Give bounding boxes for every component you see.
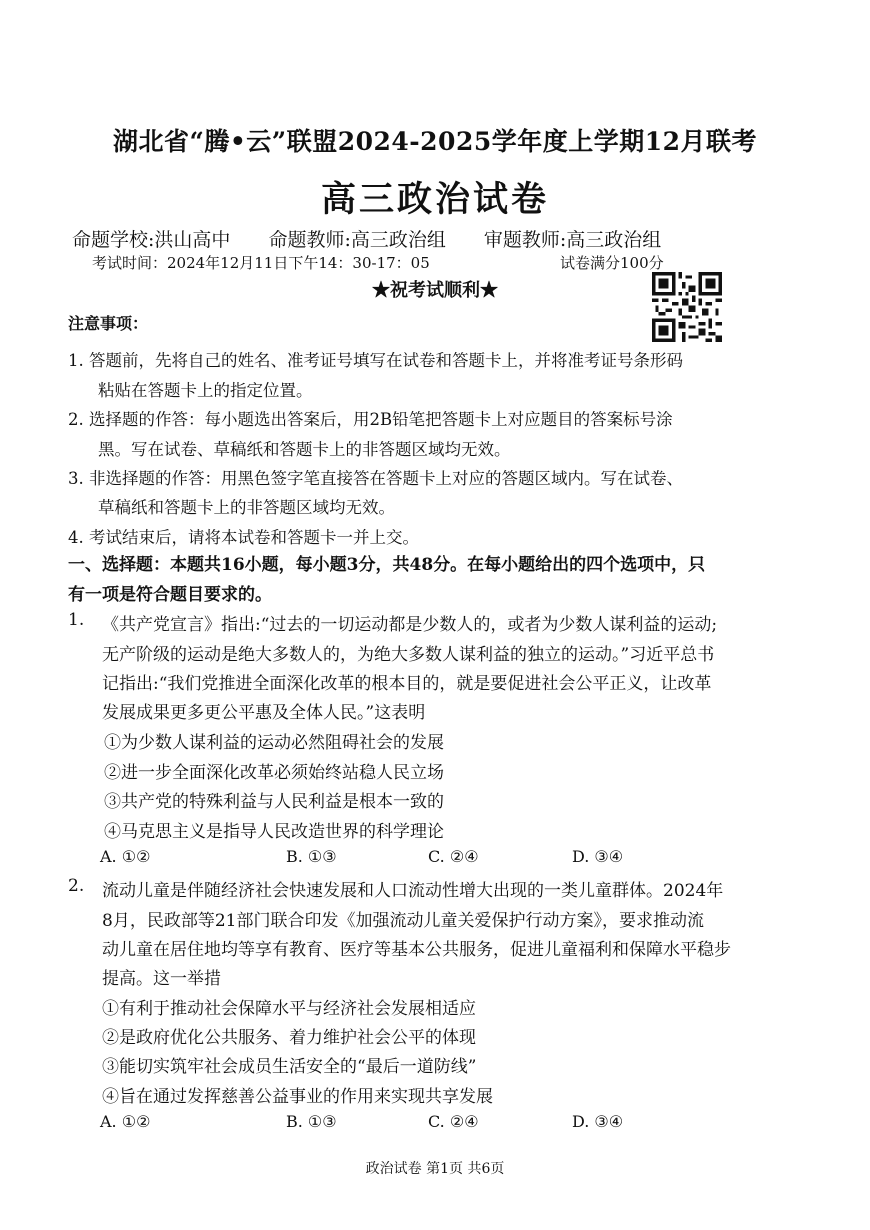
note-3-line-2: 草稿纸和答题卡上的非答题区域均无效。 <box>98 498 395 517</box>
question-1-stem-line: 记指出:“我们党推进全面深化改革的根本目的，就是要促进社会公平正义，让改革 <box>102 674 712 694</box>
question-2-number: 2. <box>68 876 85 896</box>
full-score: 试卷满分100分 <box>560 254 664 272</box>
question-2-stem-line: 流动儿童是伴随经济社会快速发展和人口流动性增大出现的一类儿童群体。2024年 <box>102 881 724 901</box>
question-1-stem-line: 《共产党宣言》指出:“过去的一切运动都是少数人的，或者为少数人谋利益的运动; <box>102 615 718 635</box>
note-1-line-2: 粘贴在答题卡上的指定位置。 <box>98 381 313 400</box>
wish-text: ★祝考试顺利★ <box>372 280 498 301</box>
question-2-option: ④旨在通过发挥慈善公益事业的作用来实现共享发展 <box>102 1087 493 1107</box>
notes-heading: 注意事项： <box>68 314 149 333</box>
question-1-choice-b: B. ①③ <box>286 847 337 866</box>
question-2-choice-d: D. ③④ <box>572 1112 624 1131</box>
question-2-stem-line: 8月，民政部等21部门联合印发《加强流动儿童关爱保护行动方案》，要求推动流 <box>102 911 704 931</box>
school-label: 命题学校:洪山高中 <box>72 229 231 251</box>
section-1-line-1: 一、选择题：本题共16小题，每小题3分，共48分。在每小题给出的四个选项中，只 <box>68 555 706 575</box>
question-2-choice-a: A. ①② <box>100 1112 151 1131</box>
question-2-choice-c: C. ②④ <box>428 1112 479 1131</box>
question-1-choice-a: A. ①② <box>100 847 151 866</box>
question-2-option: ①有利于推动社会保障水平与经济社会发展相适应 <box>102 999 476 1019</box>
question-2-option: ③能切实筑牢社会成员生活安全的“最后一道防线” <box>102 1057 477 1077</box>
question-1-number: 1. <box>68 610 85 630</box>
question-1-option: ①为少数人谋利益的运动必然阻碍社会的发展 <box>104 733 444 753</box>
question-1-option: ④马克思主义是指导人民改造世界的科学理论 <box>104 822 444 842</box>
exam-title: 湖北省“腾•云”联盟2024-2025学年度上学期12月联考 <box>112 127 758 156</box>
note-1-line-1: 1. 答题前，先将自己的姓名、准考证号填写在试卷和答题卡上，并将准考证号条形码 <box>68 351 683 370</box>
question-2-stem-line: 提高。这一举措 <box>102 969 221 989</box>
question-1-stem-line: 发展成果更多更公平惠及全体人民。”这表明 <box>102 703 426 723</box>
question-2-stem-line: 动儿童在居住地均等享有教育、医疗等基本公共服务，促进儿童福利和保障水平稳步 <box>102 940 731 960</box>
note-3-line-1: 3. 非选择题的作答：用黑色签字笔直接答在答题卡上对应的答题区域内。写在试卷、 <box>68 469 683 488</box>
qr-code-icon <box>652 272 722 342</box>
question-1-option: ③共产党的特殊利益与人民利益是根本一致的 <box>104 792 444 812</box>
question-1-option: ②进一步全面深化改革必须始终站稳人民立场 <box>104 763 444 783</box>
page-footer: 政治试卷 第1页 共6页 <box>365 1161 505 1177</box>
exam-time: 考试时间：2024年12月11日下午14：30-17：05 <box>92 254 430 272</box>
meta-row <box>72 225 693 252</box>
note-4-line-1: 4. 考试结束后，请将本试卷和答题卡一并上交。 <box>68 528 419 547</box>
setter-label: 命题教师:高三政治组 <box>268 229 446 251</box>
question-2-option: ②是政府优化公共服务、着力维护社会公平的体现 <box>102 1028 476 1048</box>
subject-title: 高三政治试卷 <box>320 179 549 220</box>
note-2-line-2: 黑。写在试卷、草稿纸和答题卡上的非答题区域均无效。 <box>98 440 511 459</box>
note-2-line-1: 2. 选择题的作答：每小题选出答案后，用2B铅笔把答题卡上对应题目的答案标号涂 <box>68 410 673 429</box>
question-1-stem-line: 无产阶级的运动是绝大多数人的，为绝大多数人谋利益的独立的运动。”习近平总书 <box>102 645 715 665</box>
question-1-choice-d: D. ③④ <box>572 847 624 866</box>
question-2-choice-b: B. ①③ <box>286 1112 337 1131</box>
reviewer-label: 审题教师:高三政治组 <box>483 229 662 251</box>
section-1-line-2: 有一项是符合题目要求的。 <box>68 585 272 605</box>
question-1-choice-c: C. ②④ <box>428 847 479 866</box>
